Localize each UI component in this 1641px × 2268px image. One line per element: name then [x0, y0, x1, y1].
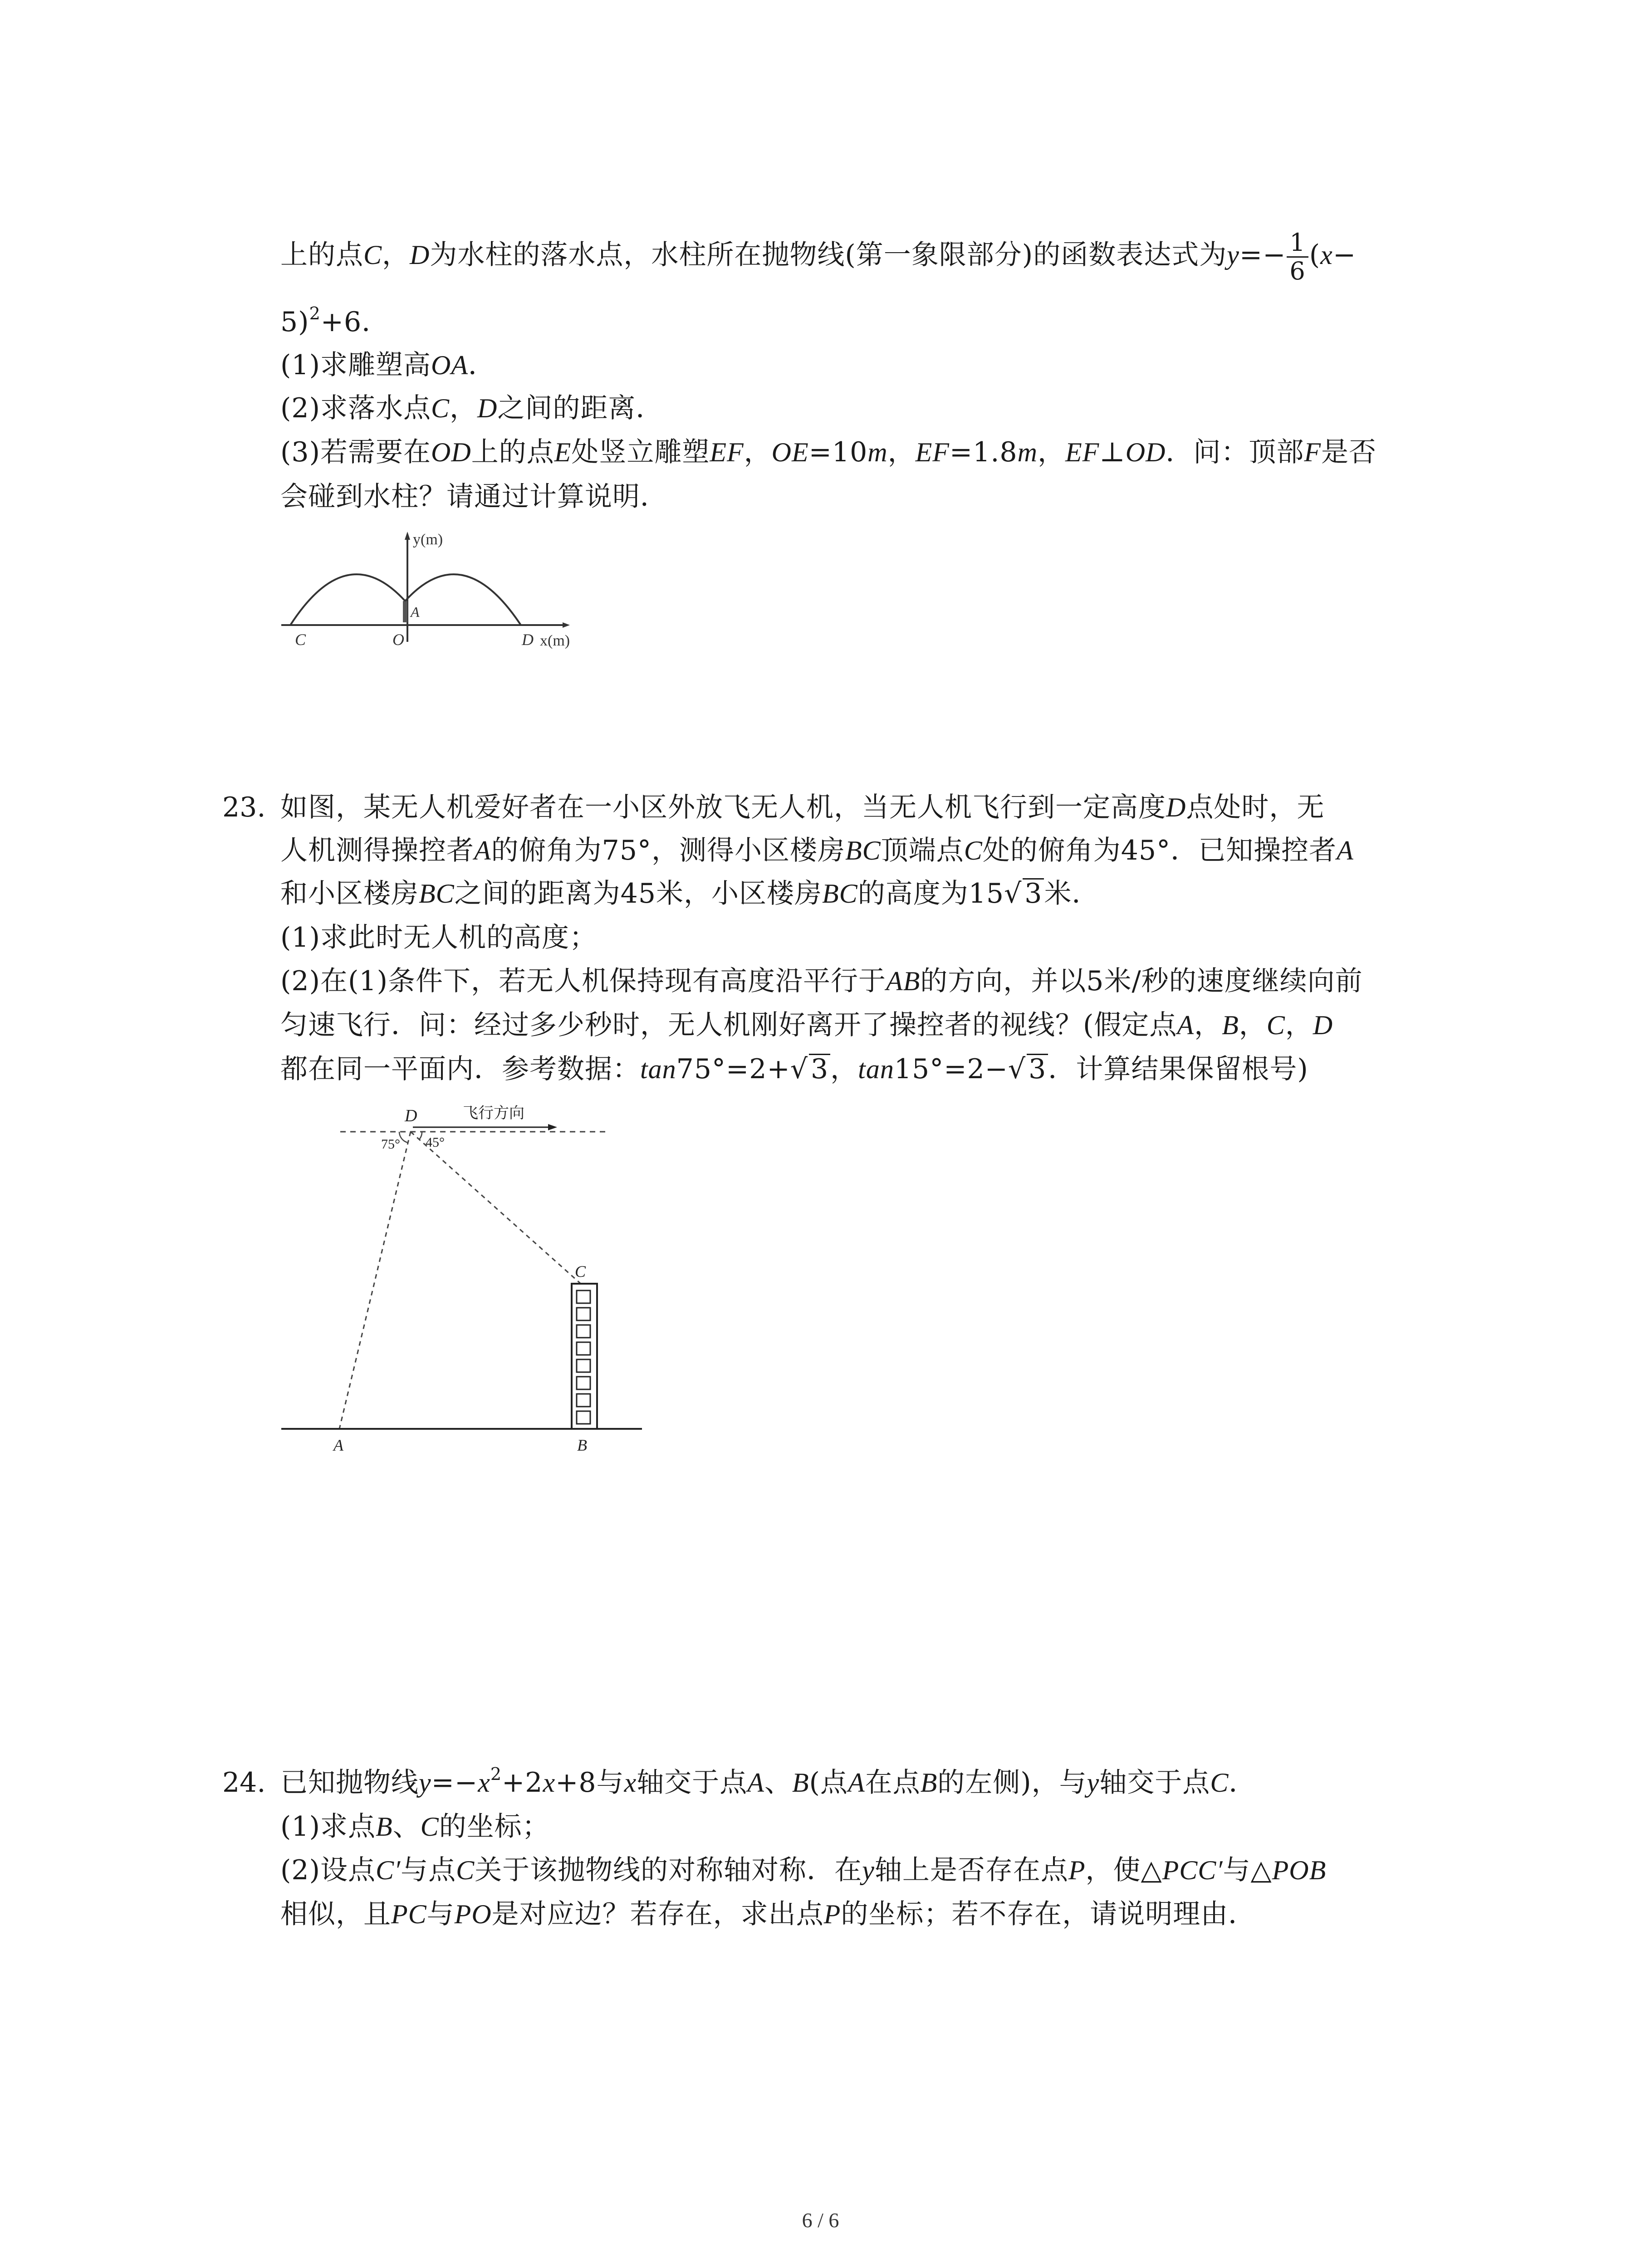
q24-line-1: 已知抛物线$y=-x^2+2x+8$与x轴交于点A、B(点A在点B的左侧)，与y轴交于点C．: [280, 1764, 1257, 1799]
q23-line-1: 如图，某无人机爱好者在一小区外放飞无人机，当无人机飞行到一定高度D点处时，无: [280, 792, 1325, 823]
point-D-label: D: [405, 1106, 417, 1125]
sight-line-DC: [411, 1132, 581, 1284]
sight-line-DA: [339, 1132, 411, 1429]
sqrt-3-a: 3: [809, 1054, 830, 1083]
q23-part-2-line-2: 匀速飞行．问：经过多少秒时，无人机刚好离开了操控者的视线？(假定点A，B，C，D: [280, 1009, 1333, 1041]
sqrt-3: 3: [1023, 878, 1044, 908]
flight-direction-label: 飞行方向: [463, 1105, 524, 1122]
point-D-label: D: [522, 631, 534, 649]
angle-75-arc: [399, 1132, 408, 1143]
left-water-arc: [290, 574, 405, 625]
point-A-label: A: [411, 604, 420, 620]
window: [577, 1290, 590, 1303]
q23-number: 23.: [222, 792, 266, 823]
q24-part-2-line-2: 相似，且PC与PO是对应边？若存在，求出点P的坐标；若不存在，请说明理由．: [280, 1898, 1256, 1930]
window: [577, 1411, 590, 1424]
right-water-arc: [405, 574, 521, 625]
fountain-figure: [272, 526, 590, 664]
point-C-label: C: [575, 1262, 586, 1281]
x-axis-arrow: [563, 622, 570, 628]
sqrt-3-b: 3: [1027, 1054, 1048, 1083]
y-axis-label: y(m): [413, 531, 443, 548]
window: [577, 1308, 590, 1320]
angle-45-label: 45°: [426, 1135, 445, 1150]
q23-line-3: 和小区楼房BC之间的距离为45米，小区楼房BC的高度为15√ 3米．: [280, 878, 1100, 909]
angle-45-arc: [419, 1132, 422, 1139]
page-number: 6 / 6: [802, 2209, 839, 2232]
q23-part-1: (1)求此时无人机的高度；: [280, 922, 597, 953]
q24-part-2-line-1: (2)设点C′与点C关于该抛物线的对称轴对称．在y轴上是否存在点P，使△PCC′与△POB: [280, 1854, 1327, 1886]
q24-number: 24.: [222, 1767, 266, 1799]
window: [577, 1325, 590, 1338]
angle-75-label: 75°: [381, 1137, 400, 1152]
window: [577, 1359, 590, 1372]
q23-line-2: 人机测得操控者A的俯角为75°，测得小区楼房BC顶端点C处的俯角为45°．已知操控者A: [280, 835, 1354, 866]
point-A-label: A: [333, 1436, 343, 1454]
q22-line-2: 5)$^2$+6．: [280, 303, 390, 338]
q22-line-1: 上的点C，D为水柱的落水点，水柱所在抛物线(第一象限部分)的函数表达式为y=− $\frac{1}{6}$ (x−: [280, 228, 1357, 285]
q22-part-3-line-2: 会碰到水柱？请通过计算说明．: [280, 481, 668, 513]
q23-part-2-line-3: 都在同一平面内．参考数据：tan75°=2+√ 3，tan15°=2−√ 3．计算结果保留根号): [280, 1053, 1308, 1085]
q23-part-2-line-1: (2)在(1)条件下，若无人机保持现有高度沿平行于AB的方向，并以5米/秒的速度继续向前: [280, 965, 1363, 997]
point-B-label: B: [577, 1436, 587, 1454]
x-axis-label: x(m): [540, 632, 570, 649]
q24-part-1: (1)求点B、C的坐标；: [280, 1811, 550, 1843]
point-O-label: O: [392, 631, 404, 649]
drone-figure: [272, 1098, 658, 1471]
q22-part-1: (1)求雕塑高OA．: [280, 349, 496, 381]
window: [577, 1377, 590, 1389]
point-C-label: C: [295, 631, 306, 649]
fountain-diagram: [272, 526, 590, 662]
window: [577, 1342, 590, 1355]
direction-arrowhead: [548, 1124, 557, 1130]
y-axis-arrow: [405, 532, 410, 540]
q22-fraction: $\frac{1}{6}$: [1287, 229, 1308, 285]
q22-part-3: (3)若需要在OD上的点E处竖立雕塑EF，OE=10m，EF=1.8m，EF⊥OD．问：顶部F是否: [280, 436, 1377, 468]
q22-part-2: (2)求落水点C，D之间的距离．: [280, 392, 664, 424]
drone-diagram: [272, 1098, 658, 1470]
window: [577, 1394, 590, 1407]
building-windows: [577, 1290, 590, 1424]
